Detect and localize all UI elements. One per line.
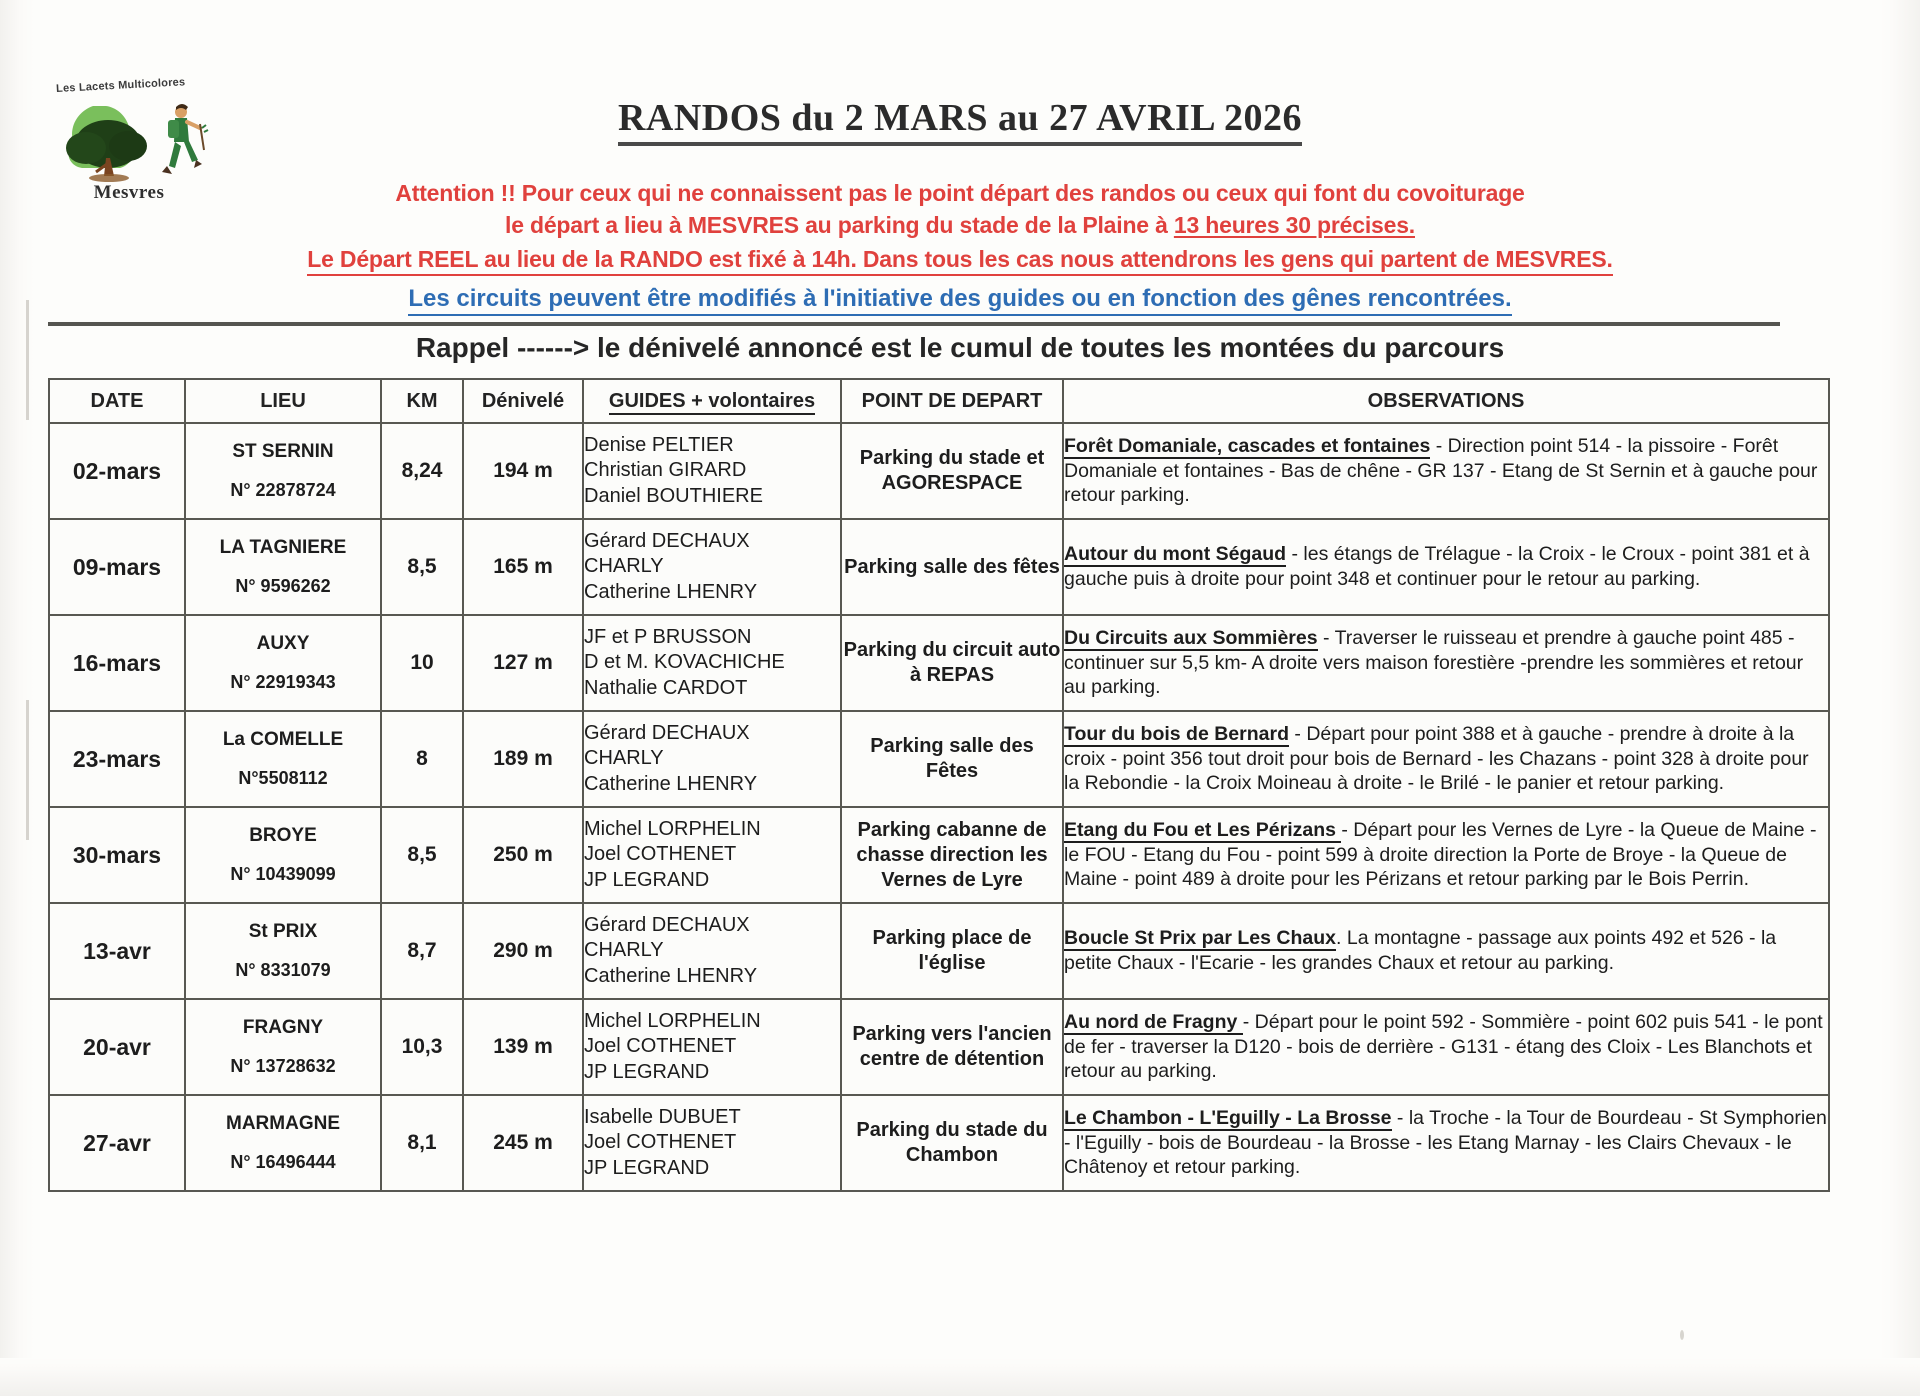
guide-name: JP LEGRAND bbox=[584, 1156, 710, 1179]
guide-name: Catherine LHENRY bbox=[584, 772, 758, 795]
cell-lieu bbox=[185, 615, 381, 711]
observation-title: Forêt Domaniale, cascades et fontaines bbox=[1064, 434, 1431, 457]
guide-name: JF et P BRUSSON bbox=[584, 626, 752, 649]
guide-name: Michel LORPHELIN bbox=[584, 1010, 761, 1033]
cell-lieu bbox=[185, 807, 381, 903]
cell-observations bbox=[1063, 1095, 1829, 1191]
cell-denivele: 165 m bbox=[463, 519, 583, 615]
guide-name: Gérard DECHAUX bbox=[584, 914, 750, 937]
page-title bbox=[0, 96, 1920, 140]
col-header-guides-text: GUIDES + volontaires bbox=[609, 390, 815, 415]
lieu-number: N° 8331079 bbox=[235, 959, 331, 980]
cell-km: 8,7 bbox=[381, 903, 463, 999]
lieu-number: N° 16496444 bbox=[230, 1151, 336, 1172]
cell-km: 8,5 bbox=[381, 807, 463, 903]
guide-name: Denise PELTIER bbox=[584, 434, 734, 457]
col-header-depart: POINT DE DEPART bbox=[841, 379, 1063, 423]
cell-date: 20-avr bbox=[49, 999, 185, 1095]
lieu-number: N° 10439099 bbox=[230, 863, 336, 884]
table-row bbox=[49, 711, 1829, 807]
observation-text: - Départ pour le point 592 - Sommière - point 602 puis 541 - le pont de fer - traverser la D120 - bois de derrière - G131 - étang des Cloix - Les Blanchots et retour au parking. bbox=[1064, 1010, 1823, 1083]
cell-date: 16-mars bbox=[49, 615, 185, 711]
cell-observations bbox=[1063, 423, 1829, 519]
cell-depart: Parking place de l'église bbox=[841, 903, 1063, 999]
observation-title: Du Circuits aux Sommières bbox=[1064, 626, 1318, 649]
table-row bbox=[49, 615, 1829, 711]
blue-notice bbox=[0, 285, 1920, 313]
cell-observations bbox=[1063, 615, 1829, 711]
observation-text: - les étangs de Trélague - la Croix - le Croux - point 381 et à gauche puis à droite pour point 348 et continuer pour le retour au parking. bbox=[1064, 543, 1810, 590]
guide-name: Joel COTHENET bbox=[584, 1035, 737, 1058]
notice-line-1-text: Attention !! Pour ceux qui ne connaissent pas le point départ des randos ou ceux qui font du covoiturage bbox=[395, 180, 1525, 206]
cell-observations bbox=[1063, 999, 1829, 1095]
cell-guides bbox=[583, 1095, 841, 1191]
cell-lieu bbox=[185, 519, 381, 615]
guide-name: Catherine LHENRY bbox=[584, 580, 758, 603]
cell-km: 8,5 bbox=[381, 519, 463, 615]
table-row bbox=[49, 1095, 1829, 1191]
table-row bbox=[49, 807, 1829, 903]
cell-guides bbox=[583, 807, 841, 903]
observation-text: - la Troche - la Tour de Bourdeau - St Symphorien - l'Eguilly - bois de Bourdeau - la Brosse - les Etang Marnay - les Clairs Chevaux - le Châtenoy et retour parking. bbox=[1064, 1106, 1827, 1179]
cell-depart: Parking vers l'ancien centre de détention bbox=[841, 999, 1063, 1095]
cell-depart: Parking salle des fêtes bbox=[841, 519, 1063, 615]
observation-text: - Départ pour point 388 et à gauche - prendre à droite à la croix - point 356 tout droit pour bois de Bernard - les Chazans - point 328 à droite pour la Rebondie - la Croix Moineau à droite - le Brilé - le panier et retour parking. bbox=[1064, 722, 1809, 795]
cell-depart: Parking cabanne de chasse direction les Vernes de Lyre bbox=[841, 807, 1063, 903]
ink-speck bbox=[1680, 1330, 1684, 1340]
cell-km: 10 bbox=[381, 615, 463, 711]
cell-date: 27-avr bbox=[49, 1095, 185, 1191]
cell-depart: Parking du stade et AGORESPACE bbox=[841, 423, 1063, 519]
col-header-denivele: Dénivelé bbox=[463, 379, 583, 423]
guide-name: Joel COTHENET bbox=[584, 843, 737, 866]
table-row bbox=[49, 519, 1829, 615]
guide-name: Joel COTHENET bbox=[584, 1131, 737, 1154]
lieu-number: N° 22919343 bbox=[230, 671, 336, 692]
guide-name: JP LEGRAND bbox=[584, 868, 710, 891]
cell-lieu bbox=[185, 903, 381, 999]
page-title-text: RANDOS du 2 MARS au 27 AVRIL 2026 bbox=[618, 97, 1302, 146]
lieu-number: N°5508112 bbox=[238, 767, 328, 788]
cell-lieu bbox=[185, 1095, 381, 1191]
col-header-guides bbox=[583, 379, 841, 423]
cell-date: 02-mars bbox=[49, 423, 185, 519]
cell-date: 09-mars bbox=[49, 519, 185, 615]
guide-name: Catherine LHENRY bbox=[584, 964, 758, 987]
cell-km: 10,3 bbox=[381, 999, 463, 1095]
col-header-km: KM bbox=[381, 379, 463, 423]
guide-name: Nathalie CARDOT bbox=[584, 676, 748, 699]
cell-date: 13-avr bbox=[49, 903, 185, 999]
notice-line-3 bbox=[0, 246, 1920, 273]
cell-denivele: 189 m bbox=[463, 711, 583, 807]
scan-edge-right bbox=[1880, 0, 1920, 1396]
cell-observations bbox=[1063, 903, 1829, 999]
cell-km: 8 bbox=[381, 711, 463, 807]
rappel-text: Rappel ------> le dénivelé annoncé est le cumul de toutes les montées du parcours bbox=[415, 332, 1505, 363]
schedule-table-container bbox=[48, 378, 1828, 1192]
observation-text: - Direction point 514 - la pissoire - Forêt Domaniale et fontaines - Bas de chêne - GR 137 - Etang de St Sernin et à gauche pour retour parking. bbox=[1064, 434, 1818, 507]
cell-guides bbox=[583, 903, 841, 999]
schedule-table bbox=[48, 378, 1830, 1192]
table-header-row bbox=[49, 379, 1829, 423]
col-header-observations: OBSERVATIONS bbox=[1063, 379, 1829, 423]
rappel-line bbox=[0, 332, 1920, 364]
observation-text: - Traverser le ruisseau et prendre à gauche point 485 - continuer sur 5,5 km- A droite vers maison forestière -prendre les sommières et retour au parking. bbox=[1064, 626, 1804, 699]
cell-depart: Parking du stade du Chambon bbox=[841, 1095, 1063, 1191]
guide-name: Gérard DECHAUX bbox=[584, 722, 750, 745]
lieu-name: La COMELLE bbox=[222, 728, 344, 750]
cell-depart: Parking salle des Fêtes bbox=[841, 711, 1063, 807]
notice-line-3-text: Le Départ REEL au lieu de la RANDO est fixé à 14h. Dans tous les cas nous attendrons les gens qui partent de MESVRES. bbox=[307, 246, 1612, 276]
guide-name: CHARLY bbox=[584, 555, 664, 578]
lieu-name: ST SERNIN bbox=[232, 440, 334, 462]
cell-denivele: 127 m bbox=[463, 615, 583, 711]
lieu-name: BROYE bbox=[249, 824, 317, 846]
lieu-number: N° 13728632 bbox=[230, 1055, 336, 1076]
logo-title-text: Les Lacets Multicolores bbox=[55, 76, 186, 96]
guide-name: CHARLY bbox=[584, 747, 664, 770]
cell-date: 30-mars bbox=[49, 807, 185, 903]
cell-denivele: 194 m bbox=[463, 423, 583, 519]
observation-title: Tour du bois de Bernard bbox=[1064, 722, 1289, 745]
scan-edge-bottom bbox=[0, 1358, 1920, 1396]
cell-guides bbox=[583, 423, 841, 519]
notice-line-2-text: le départ a lieu à MESVRES au parking du stade de la Plaine à bbox=[505, 212, 1174, 238]
cell-date: 23-mars bbox=[49, 711, 185, 807]
notice-line-2-time: 13 heures 30 précises. bbox=[1173, 212, 1415, 238]
cell-guides bbox=[583, 711, 841, 807]
lieu-name: MARMAGNE bbox=[226, 1112, 340, 1134]
guide-name: Michel LORPHELIN bbox=[584, 818, 761, 841]
cell-depart: Parking du circuit auto à REPAS bbox=[841, 615, 1063, 711]
cell-lieu bbox=[185, 711, 381, 807]
cell-observations bbox=[1063, 519, 1829, 615]
cell-denivele: 139 m bbox=[463, 999, 583, 1095]
blue-notice-text: Les circuits peuvent être modifiés à l'initiative des guides ou en fonction des gênes rencontrées. bbox=[408, 285, 1511, 316]
observation-title: Autour du mont Ségaud bbox=[1064, 543, 1287, 566]
cell-lieu bbox=[185, 423, 381, 519]
binding-mark bbox=[26, 700, 29, 840]
col-header-lieu: LIEU bbox=[185, 379, 381, 423]
table-body bbox=[49, 423, 1829, 1191]
lieu-name: FRAGNY bbox=[242, 1016, 324, 1038]
cell-km: 8,1 bbox=[381, 1095, 463, 1191]
cell-observations bbox=[1063, 711, 1829, 807]
table-row bbox=[49, 903, 1829, 999]
cell-lieu bbox=[185, 999, 381, 1095]
col-header-date: DATE bbox=[49, 379, 185, 423]
cell-guides bbox=[583, 519, 841, 615]
lieu-name: AUXY bbox=[256, 632, 310, 654]
notice-line-2 bbox=[0, 212, 1920, 239]
cell-guides bbox=[583, 999, 841, 1095]
lieu-name: St PRIX bbox=[248, 920, 318, 942]
notice-line-1 bbox=[0, 180, 1920, 207]
table-row bbox=[49, 999, 1829, 1095]
guide-name: Christian GIRARD bbox=[584, 459, 747, 482]
observation-text: . La montagne - passage aux points 492 et 526 - la petite Chaux - l'Ecarie - les grandes Chaux et retour au parking. bbox=[1064, 927, 1777, 974]
lieu-number: N° 9596262 bbox=[235, 575, 331, 596]
cell-denivele: 250 m bbox=[463, 807, 583, 903]
guide-name: Isabelle DUBUET bbox=[584, 1106, 741, 1129]
observation-title: Le Chambon - L'Eguilly - La Brosse bbox=[1064, 1106, 1392, 1129]
lieu-name: LA TAGNIERE bbox=[219, 536, 347, 558]
cell-observations bbox=[1063, 807, 1829, 903]
guide-name: JP LEGRAND bbox=[584, 1060, 710, 1083]
cell-km: 8,24 bbox=[381, 423, 463, 519]
cell-denivele: 245 m bbox=[463, 1095, 583, 1191]
cell-guides bbox=[583, 615, 841, 711]
guide-name: Gérard DECHAUX bbox=[584, 530, 750, 553]
guide-name: Daniel BOUTHIERE bbox=[584, 484, 763, 507]
guide-name: D et M. KOVACHICHE bbox=[584, 651, 785, 674]
divider-rule bbox=[48, 322, 1780, 326]
observation-text: - Départ pour les Vernes de Lyre - la Queue de Maine - le FOU - Etang du Fou - point 599 à droite direction la Porte de Broye - la Queue de Maine - point 489 à droite pour les Périzans et retour parking par le Bois Perrin. bbox=[1064, 818, 1817, 891]
cell-denivele: 290 m bbox=[463, 903, 583, 999]
guide-name: CHARLY bbox=[584, 939, 664, 962]
lieu-number: N° 22878724 bbox=[230, 479, 336, 500]
observation-title: Au nord de Fragny bbox=[1064, 1010, 1243, 1033]
observation-title: Boucle St Prix par Les Chaux bbox=[1064, 927, 1337, 950]
logo-bottom-text: Mesvres bbox=[93, 182, 165, 203]
table-row bbox=[49, 423, 1829, 519]
observation-title: Etang du Fou et Les Périzans bbox=[1064, 818, 1342, 841]
scan-edge-left bbox=[0, 0, 34, 1396]
